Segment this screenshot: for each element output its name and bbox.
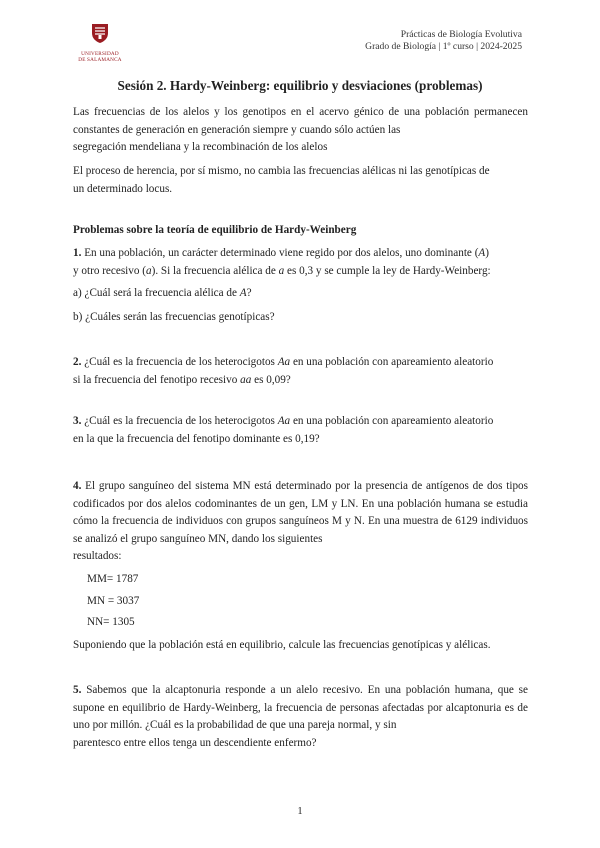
problem-1-question-b: b) ¿Cuáles serán las frecuencias genotípicas? bbox=[73, 311, 275, 323]
problem-number: 3. bbox=[73, 415, 82, 427]
problem-3: 3. ¿Cuál es la frecuencia de los heterocigotos Aa en una población con apareamiento aleatorio en la que la frecuencia del fenotipo dominante es 0,19? bbox=[73, 415, 494, 445]
problem-4-mm-count: MM= 1787 bbox=[87, 573, 139, 585]
logo-text-line1: UNIVERSIDAD bbox=[81, 51, 119, 57]
problem-number: 5. bbox=[73, 684, 82, 696]
problem-5: 5. Sabemos que la alcaptonuria responde a un alelo recesivo. En una población humana, que se supone en equilibrio de Hardy-Weinberg, la frecuencia de personas afectadas por alcaptonuria es de uno por millón. ¿Cuál es la probabilidad de que una pareja normal, y sin parentesco entre ellos tenga un descendiente enfermo? bbox=[73, 684, 528, 749]
problem-1-question-a: a) ¿Cuál será la frecuencia alélica de A? bbox=[73, 287, 252, 299]
intro-paragraph-1: Las frecuencias de los alelos y los genotipos en el acervo génico de una población permanecen constantes de generación en generación siempre y cuando sólo actúen las segregación mendeliana y la recombinación de los alelos bbox=[73, 106, 528, 153]
page-header bbox=[365, 29, 522, 54]
logo-text-line2: DE SALAMANCA bbox=[78, 57, 122, 63]
problem-4: 4. El grupo sanguíneo del sistema MN está determinado por la presencia de antígenos de dos tipos codificados por dos alelos codominantes de un gen, LM y LN. En una población humana se estudia cómo la frecuencia de individuos con grupos sanguíneos M y N. En una muestra de 6129 individuos se analizó el grupo sanguíneo MN, dando los siguientes resultados: bbox=[73, 480, 528, 562]
problem-4-nn-count: NN= 1305 bbox=[87, 616, 135, 628]
university-logo bbox=[72, 22, 128, 70]
problem-1: 1. En una población, un carácter determinado viene regido por dos alelos, uno dominante (A) y otro recesivo (a). Si la frecuencia alélica de a es 0,3 y se cumple la ley de Hardy-Weinberg: bbox=[73, 247, 491, 277]
page-number: 1 bbox=[297, 806, 303, 817]
problem-number: 2. bbox=[73, 356, 82, 368]
document-title: Sesión 2. Hardy-Weinberg: equilibrio y desviaciones (problemas) bbox=[117, 78, 483, 93]
problem-2: 2. ¿Cuál es la frecuencia de los heterocigotos Aa en una población con apareamiento aleatorio si la frecuencia del fenotipo recesivo aa es 0,09? bbox=[73, 356, 494, 386]
university-crest-icon bbox=[89, 22, 111, 44]
course-title: Prácticas de Biología Evolutiva bbox=[400, 29, 522, 40]
section-heading: Problemas sobre la teoría de equilibrio de Hardy-Weinberg bbox=[73, 224, 357, 236]
problem-number: 4. bbox=[73, 480, 82, 492]
intro-paragraph-2: El proceso de herencia, por sí mismo, no cambia las frecuencias alélicas ni las genotípicas de un determinado locus. bbox=[73, 165, 490, 195]
problem-number: 1. bbox=[73, 247, 82, 259]
course-info: Grado de Biología | 1º curso | 2024-2025 bbox=[365, 41, 522, 53]
problem-4-conclusion: Suponiendo que la población está en equilibrio, calcule las frecuencias genotípicas y alélicas. bbox=[73, 639, 491, 651]
problem-4-mn-count: MN = 3037 bbox=[87, 595, 140, 607]
